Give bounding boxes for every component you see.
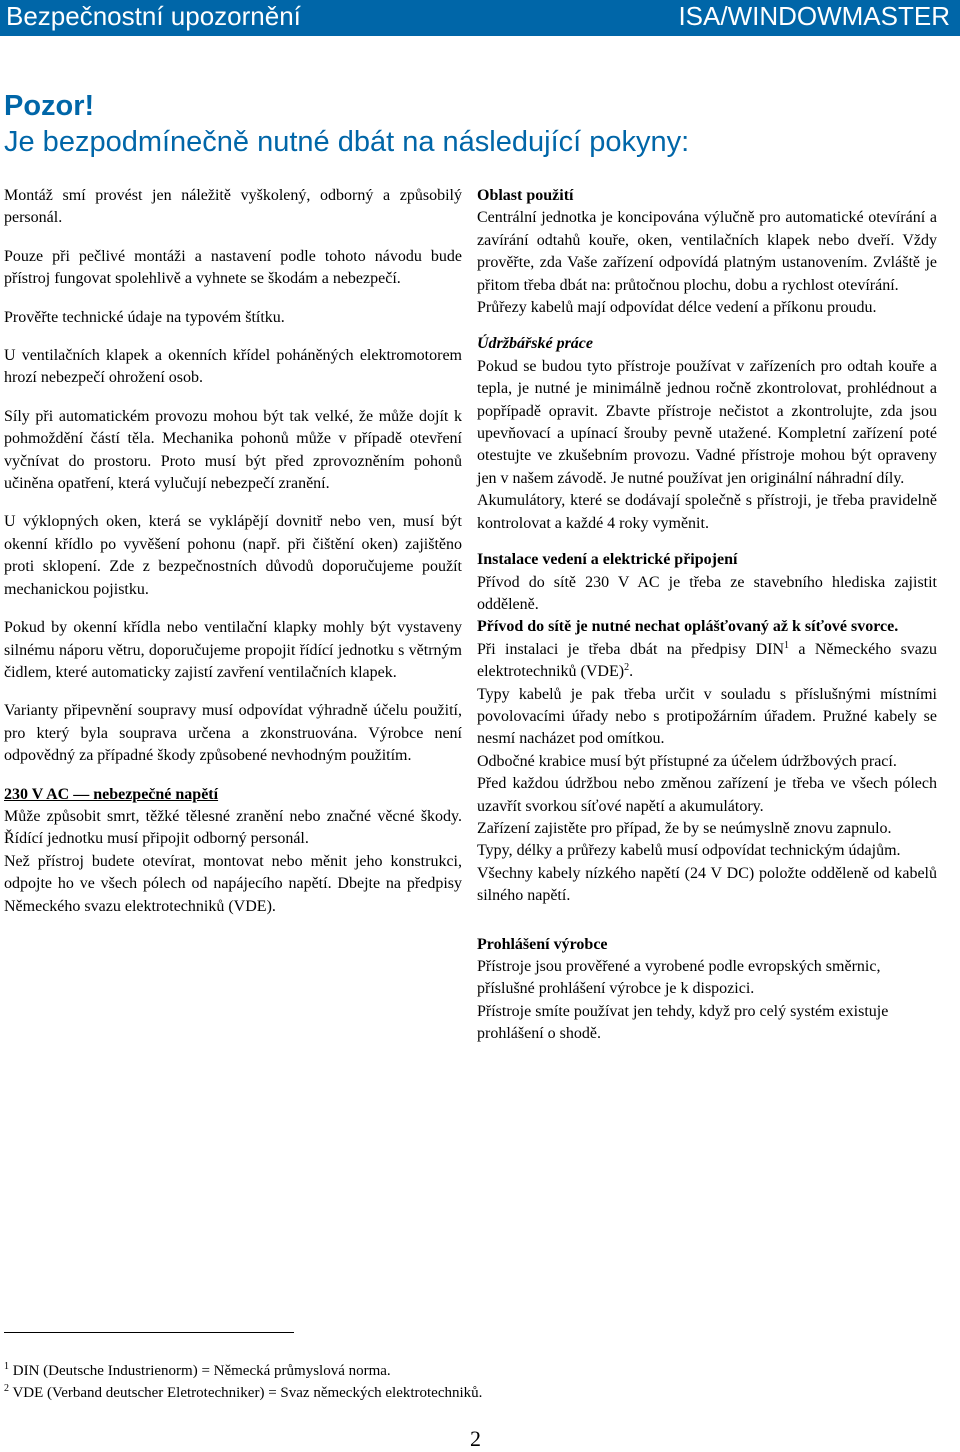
footnote-1: $^1$ DIN (Deutsche Industrienorm) = Německá průmyslová norma. xyxy=(4,1361,391,1379)
paragraph-install-3: Při instalaci je třeba dbát na předpisy DIN$^1$ a Německého svazu elektrotechniků (VDE)$^2$. xyxy=(477,639,937,681)
warning-title: Pozor! xyxy=(4,90,95,122)
paragraph-use-2: Průřezy kabelů mají odpovídat délce vedení a příkonu proudu. xyxy=(477,299,877,317)
footnote-ref-1: 1 xyxy=(784,639,790,651)
page-number: 2 xyxy=(470,1426,481,1451)
paragraph-mounting: Varianty připevnění soupravy musí odpovídat výhradně účelu použití, pro který byla souprava určena a zkonstruována. Výrobce není odpovědný za případné škody způsobené nevhodným použitím. xyxy=(4,702,462,765)
paragraph-wind: Pokud by okenní křídla nebo ventilační klapky mohly být vystaveny silnému náporu větru, doporučujeme propojit řídící jednotku s větrným čidlem, které automaticky zajistí zavření ventilačních klapek. xyxy=(4,619,462,681)
paragraph-disconnect: Než přístroj budete otevírat, montovat nebo měnit jeho konstrukci, odpojte ho ve všech pólech od napájecího napětí. Dbejte na předpisy Německého svazu elektrotechniků (VDE). xyxy=(4,852,462,915)
paragraph-declaration-1: Přístroje jsou prověřené a vyrobené podle evropských směrnic, příslušné prohlášení výrobce je k dispozici. xyxy=(477,958,881,998)
paragraph-use-1: Centrální jednotka je koncipována výlučně pro automatické otevírání a zavírání odtahů kouře, oken, ventilačních klapek nebo dveří. Vždy prověřte, zda Vaše zařízení odpovídá platným ustanovením. Zvláště je přitom třeba dbát na: průtočnou plochu, dobu a rychlost otevírání. xyxy=(477,209,937,294)
paragraph-personnel: Montáž smí provést jen náležitě vyškolený, odborný a způsobilý personál. xyxy=(4,187,462,227)
heading-voltage: 230 V AC — nebezpečné napětí xyxy=(4,785,219,803)
paragraph-forces: Síly při automatickém provozu mohou být tak velké, že může dojít k pohmoždění částí těla. Mechanika pohonů může v případě otevření vyčnívat do prostoru. Proto musí být před zprovozněním pohonů učiněna opatření, která vylučují nebezpečí zranění. xyxy=(4,407,462,493)
footnote-ref-2: 2 xyxy=(624,662,630,674)
header-title: Bezpečnostní upozornění xyxy=(6,1,301,31)
paragraph-install-8: Typy, délky a průřezy kabelů musí odpovídat technickým údajům. xyxy=(477,842,901,860)
paragraph-tilt-windows: U výklopných oken, která se vyklápějí dovnitř nebo ven, musí být okenní křídlo po vyvěšení pohonu (např. při čištění oken) zajištěno proti sklopení. Zde z bezpečnostních důvodů doporučujeme použít mechanickou pojistku. xyxy=(4,513,462,598)
heading-use: Oblast použití xyxy=(477,187,574,204)
paragraph-install-9: Všechny kabely nízkého napětí (24 V DC) položte odděleně od kabelů silného napětí. xyxy=(477,864,937,905)
paragraph-maintenance-2: Akumulátory, které se dodávají společně s přístroji, je třeba pravidelně kontrolovat a každé 4 roky vyměnit. xyxy=(477,492,937,532)
paragraph-motor-danger: U ventilačních klapek a okenních křídel poháněných elektromotorem hrozí nebezpečí ohrožení osob. xyxy=(4,347,462,387)
paragraph-declaration-2: Přístroje smíte používat jen tehdy, když pro celý systém existuje prohlášení o shodě. xyxy=(477,1002,889,1043)
heading-declaration: Prohlášení výrobce xyxy=(477,935,608,953)
paragraph-installation: Pouze při pečlivé montáži a nastavení podle tohoto návodu bude přístroj fungovat spolehlivě a vyhnete se škodám a nebezpečí. xyxy=(4,247,462,288)
paragraph-maintenance-1: Pokud se budou tyto přístroje používat v zařízeních pro odtah kouře a tepla, je nutné je minimálně jednou ročně zkontrolovat, prohlédnout a popřípadě opravit. Zbavte přístroje nečistot a zkontrolujte, zda jsou upevňovací a upínací šrouby pevně utažené. Kompletní zařízení poté otestujte ve zkušebním provozu. Vadné přístroje mohou být opraveny jen v našem závodě. Je nutné používat jen originální náhradní díly. xyxy=(477,357,937,487)
paragraph-install-7: Zařízení zajistěte pro případ, že by se neúmyslně znovu zapnulo. xyxy=(477,819,892,837)
paragraph-install-5: Odbočné krabice musí být přístupné za účelem údržbových prací. xyxy=(477,752,897,770)
paragraph-install-1: Přívod do sítě 230 V AC je třeba ze stavebního hlediska zajistit odděleně. xyxy=(477,573,937,613)
heading-maintenance: Údržbářské práce xyxy=(477,335,593,353)
paragraph-install-4: Typy kabelů je pak třeba určit v souladu s příslušnými místními povolovacími úřady nebo s protipožárním úřadem. Pružné kabely se nesmí nacházet pod omítkou. xyxy=(477,685,937,748)
left-column xyxy=(4,185,462,918)
footnotes xyxy=(4,1360,904,1404)
footnote-divider xyxy=(4,1332,294,1333)
warning-subtitle: Je bezpodmínečně nutné dbát na následující pokyny: xyxy=(4,126,690,158)
paragraph-install-6: Před každou údržbou nebo změnou zařízení je třeba ve všech pólech uzavřít svorkou síťové napětí a akumulátory. xyxy=(477,775,937,815)
heading-installation: Instalace vedení a elektrické připojení xyxy=(477,551,738,569)
intro-block xyxy=(4,88,954,160)
paragraph-nameplate: Prověřte technické údaje na typovém štítku. xyxy=(4,308,285,326)
page-header xyxy=(0,0,960,36)
header-brand: ISA/WINDOWMASTER xyxy=(678,1,950,31)
right-column xyxy=(477,185,937,1046)
footnote-2: $^2$ VDE (Verband deutscher Eletrotechniker) = Svaz německých elektrotechniků. xyxy=(4,1383,483,1401)
paragraph-install-2: Přívod do sítě je nutné nechat oplášťovaný až k síťové svorce. xyxy=(477,618,899,636)
paragraph-voltage-danger: Může způsobit smrt, těžké tělesné zranění nebo značné věcné škody. Řídící jednotku musí připojit odborný personál. xyxy=(4,807,462,848)
